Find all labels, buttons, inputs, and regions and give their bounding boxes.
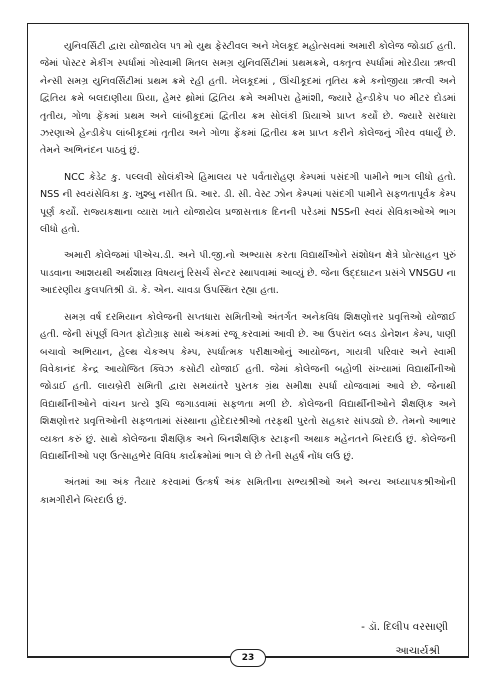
paragraph-activities: સમગ્ર વર્ષ દરમિયાન કોલેજની સપ્તધારા સમિતીઓ અંતર્ગત અનેકવિધ શિક્ષણોત્તર પ્રવૃત્તિઓ યોજાઈ હતી. જેની સંપૂર્ણ વિગત ફોટોગ્રાફ સાથે અંકમાં રજૂ કરવામાં આવી છે. આ ઉપરાંત બ્લડ ડોનેશન કેમ્પ, પાણી બચાવો અભિયાન, હેલ્થ ચેકઅપ કેમ્પ, સ્પર્ધાત્મક પરીક્ષાઓનું આયોજન, ગાયત્રી પરિવાર અને સ્વામી વિવેકાનંદ કેન્દ્ર આયોજિત ક્વિઝ કસોટી યોજાઈ હતી. જેમાં કોલેજની બહોળી સંખ્યામાં વિદ્યાર્થીનીઓ જોડાઈ હતી. લાયબ્રેરી સમિતી દ્વારા સમયાંતરે પુસ્તક ગ્રંથ સમીક્ષા સ્પર્ધા યોજવામાં આવે છે. જેનાથી વિદ્યાર્થીનીઓને વાંચન પ્રત્યે રૂચિ જગાડવામાં સફળતા મળી છે. કોલેજની વિદ્યાર્થીનીઓને શૈક્ષણિક અને શિક્ષણોત્તર પ્રવૃત્તિઓની સફળતામાં સંસ્થાના હોદેદારશ્રીઓ તરફથી પુરતો સહકાર સાંપડ્યો છે. તેમનો આભાર વ્યક્ત કરું છું. સાથે કોલેજના શૈક્ષણિક અને બિનશૈક્ષણિક સ્ટાફની અથાક મહેનતને બિરદાઉં છું. કોલેજની વિદ્યાર્થીનીઓ પણ ઉત્સાહભેર વિવિધ કાર્યક્રમોમાં ભાગ લે છે તેની સહર્ષ નોંધ લઉ છું. — [40, 311, 456, 462]
page-footer — [27, 651, 469, 665]
paragraph-research-centre: અમારી કોલેજમાં પીએચ.ડી. અને પી.જી.નો અભ્યાસ કરતા વિદ્યાર્થીઓને સંશોધન ક્ષેત્રે પ્રોત્સાહન પુરું પાડવાના આશયથી અર્થશાસ્ત્ર વિષયનું રિસર્ચ સેન્ટર સ્થાપવામાં આવ્યું છે. જેના ઉદ્દઘાટન પ્રસંગે VNSGU ના આદરણીય કુલપતિશ્રી ડૉ. કે. એન. ચાવડા ઉપસ્થિત રહ્યા હતા. — [40, 250, 456, 297]
paragraph-closing: અંતમાં આ અંક તૈયાર કરવામાં ઉત્કર્ષ અંક સમિતીના સભ્યશ્રીઓ અને અન્ય અધ્યાપકશ્રીઓની કામગીરીને બિરદાઉં છું. — [40, 477, 456, 506]
paragraph-ncc-nss: NCC કેડેટ કુ. પલ્લવી સોલંકીએ હિમાલય પર પર્વતારોહણ કેમ્પમાં પસંદગી પામીને ભાગ લીધો હતો. NSS ની સ્વયંસેવિકા કુ. ખુશ્બુ નસીત પ્રિ. આર. ડી. સી. વેસ્ટ ઝોન કેમ્પમાં પસંદગી પામીને સફળતાપૂર્વક કેમ્પ પૂર્ણ કર્યો. રાજ્યકક્ષાના વ્યારા ખાતે યોજાયેલ પ્રજાસત્તાક દિનની પરેડમાં NSSની સ્વયં સેવિકાઓએ ભાગ લીધો હતો. — [40, 171, 456, 236]
letter-body — [40, 38, 456, 517]
signature-name: - ડૉ. દિલીપ વરસાણી — [361, 621, 448, 633]
signature-title: આચાર્યશ્રી — [395, 645, 440, 657]
page-number: 23 — [230, 649, 266, 667]
paragraph-youth-festival: યુનિવર્સિટી દ્વારા યોજાયેલ ૫૧ મો યુથ ફેસ્ટીવલ અને ખેલકૂદ મહોત્સવમાં અમારી કોલેજ જોડાઈ હતી. જેમાં પોસ્ટર મેકીંગ સ્પર્ધામાં ગોસ્વામી મિતલ સમગ્ર યુનિવર્સિટીમાં પ્રથમક્રમે, વક્તૃત્વ સ્પર્ધામાં મોરડીયા ઋત્વી નેન્સી સમગ્ર યુનિવર્સિટીમાં પ્રથમ ક્રમે રહી હતી. ખેલકૂદમાં , ઊંચીકૂદમાં તૃતિય ક્રમે કનોજીયા ઋત્વી અને દ્વિતિય ક્રમે બલદાણીયા પ્રિયા, હેમર થ્રોમાં દ્વિતિય ક્રમે અમીપરા હેમાંશી, જ્યારે હેન્ડીકેપ ૫૦ મીટર દોડમાં તૃતીય, ગોળા ફેંકમાં પ્રથમ અને લાંબીકૂદમાં દ્વિતીય ક્રમ સોલંકી પ્રિયાએ પ્રાપ્ત કર્યો છે. જ્યારે સરધારા ઝરણાએ હેન્ડીકેપ લાંબીકૂદમાં તૃતીય અને ગોળા ફેંકમાં દ્વિતીય ક્રમ પ્રાપ્ત કરીને કોલેજનું ગૌરવ વધાર્યું છે. તેમને અભિનંદન પાઠવું છું. — [40, 41, 456, 157]
